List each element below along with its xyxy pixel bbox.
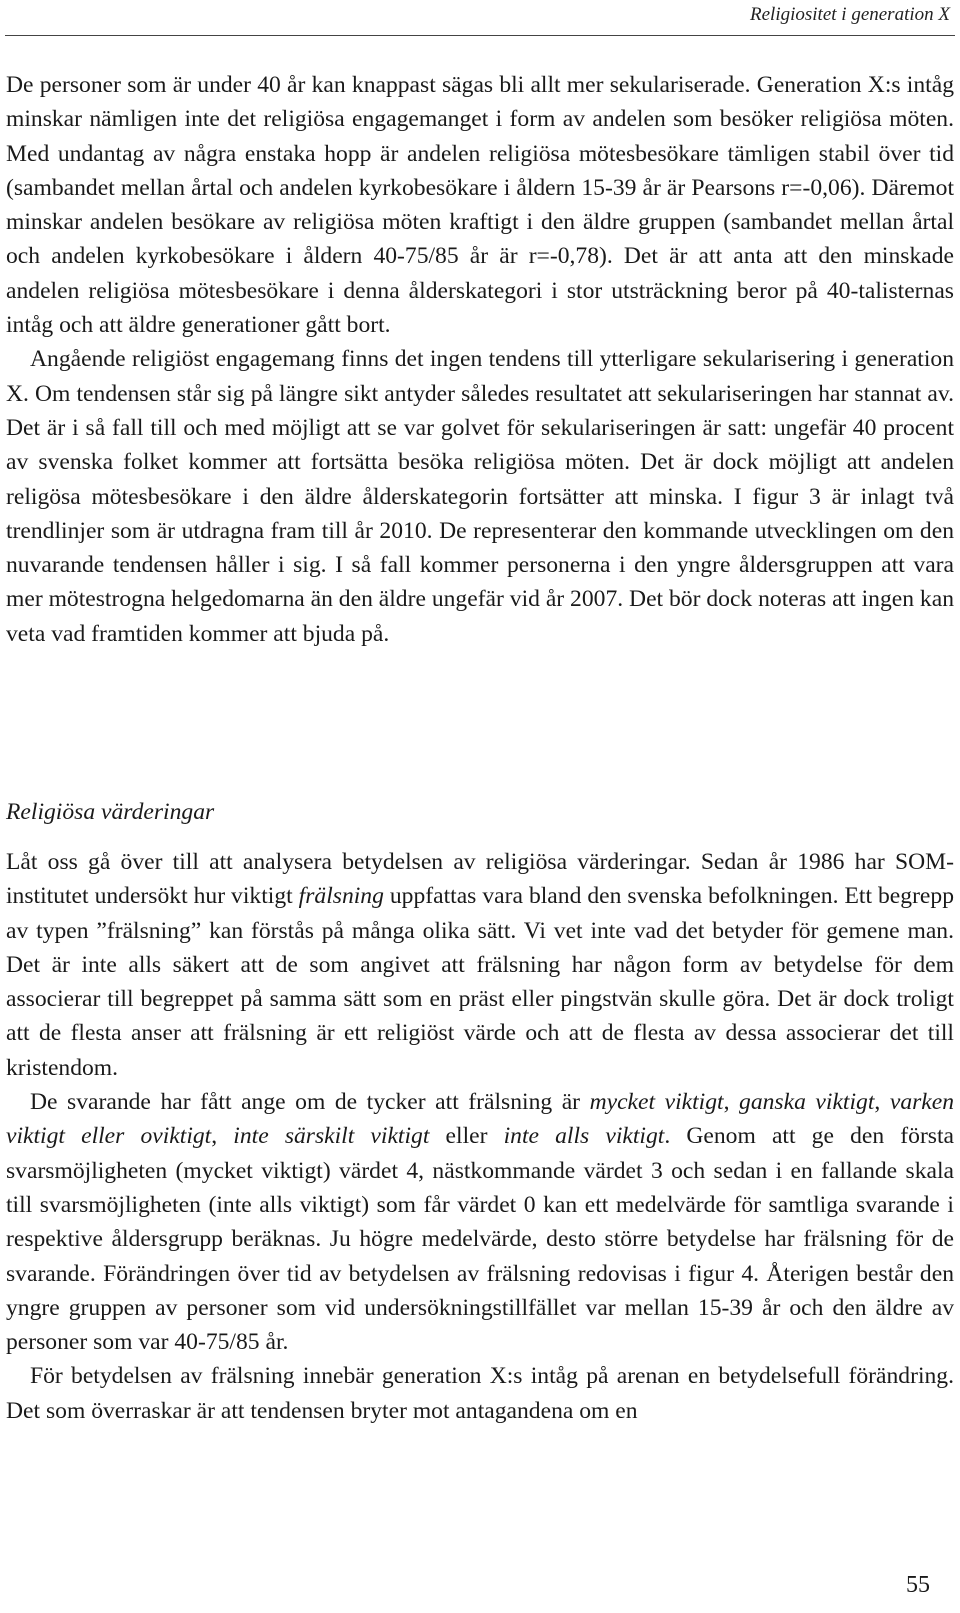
text-run: uppfattas vara bland den svenska befolkningen. Ett begrepp av typen ”frälsning” kan förstås på många olika sätt. Vi vet inte vad det betyder för gemene man. Det är inte alls säkert att de som angivet att frälsning har någon form av betydelse för dem associerar till begreppet på samma sätt som en präst eller pingstvän skulle göra. Det är dock troligt att de flesta anser att frälsning är ett religiöst värde och att de flesta av dessa associerar det till kristendom. bbox=[6, 883, 954, 1081]
paragraph: De personer som är under 40 år kan knappast sägas bli allt mer sekulariserade. Generation X:s intåg minskar nämligen inte det religiösa engagemanget i form av andelen som besöker religiösa möten. Med undantag av några enstaka hopp är andelen religiösa mötesbesökare tämligen stabil över tid (sambandet mellan årtal och andelen kyrkobesökare i åldern 15-39 år är Pearsons r=-0,06). Däremot minskar andelen besökare av religiösa möten kraftigt i den äldre gruppen (sambandet mellan årtal och andelen kyrkobesökare i åldern 40-75/85 år är r=-0,78). Det är att anta att den minskade andelen religiösa mötesbesökare i denna ålderskategori i stor utsträckning beror på 40-talisternas intåg och att äldre generationer gått bort. bbox=[6, 72, 954, 339]
paragraph bbox=[6, 845, 954, 1085]
text-run: , bbox=[723, 1089, 740, 1116]
section-1-body bbox=[6, 68, 954, 651]
emphasis: ganska viktigt bbox=[739, 1089, 875, 1116]
emphasis: inte särskilt viktigt bbox=[233, 1123, 430, 1150]
running-header-title: Religiositet i generation X bbox=[750, 4, 950, 25]
paragraph: För betydelsen av frälsning innebär generation X:s intåg på arenan en betydelsefull förändring. Det som överraskar är att tendensen bryter mot antagandena om en bbox=[6, 1363, 954, 1424]
paragraph bbox=[6, 1085, 954, 1359]
text-run: , bbox=[211, 1123, 234, 1150]
section-heading: Religiösa värderingar bbox=[6, 799, 215, 825]
emphasis: mycket viktigt bbox=[589, 1089, 724, 1116]
paragraph: Angående religiöst engagemang finns det ingen tendens till ytterligare sekularisering i generation X. Om tendensen står sig på längre sikt antyder således resultatet att sekulariseringen har stannat av. Det är i så fall till och med möjligt att se var golvet för sekulariseringen är satt: ungefär 40 procent av svenska folket kommer att fortsätta besöka religiösa möten. Det är dock möjligt att andelen religösa mötesbesökare i den äldre ålderskategorin fortsätter att minska. I figur 3 är inlagt två trendlinjer som är utdragna fram till år 2010. De representerar den kommande utvecklingen om den nuvarande tendensen håller i sig. I så fall kommer personerna i den yngre åldersgruppen att vara mer mötestrogna helgedomarna än den äldre ungefär vid år 2007. Det bör dock noteras att ingen kan veta vad framtiden kommer att bjuda på. bbox=[6, 346, 955, 647]
section-2-body bbox=[6, 845, 954, 1428]
emphasis: inte alls viktigt bbox=[503, 1123, 665, 1150]
emphasis: frälsning bbox=[298, 883, 384, 910]
text-run: , bbox=[874, 1089, 890, 1116]
text-run: . Genom att ge den första svarsmöjligheten (mycket viktigt) värdet 4, nästkommande värdet 3 och sedan i en fallande skala till svarsmöjligheten (inte alls viktigt) som får värdet 0 kan ett medelvärde för samtliga svarande i respektive åldersgrupp beräknas. Ju högre medelvärde, desto större betydelse har frälsning för de svarande. Förändringen över tid av betydelsen av frälsning redovisas i figur 4. Återigen består den yngre gruppen av personer som vid undersökningstillfället var mellan 15-39 år och den äldre av personer som var 40-75/85 år. bbox=[6, 1123, 955, 1356]
page-number: 55 bbox=[906, 1572, 930, 1598]
text-run: Låt oss gå över till att analysera betydelsen av religiösa värderingar. Sedan år 1986 har SOM-institutet undersökt hur viktigt bbox=[6, 849, 954, 910]
emphasis: varken viktigt eller oviktigt bbox=[6, 1089, 955, 1150]
text-run: eller bbox=[429, 1123, 504, 1150]
text-run: De svarande har fått ange om de tycker att frälsning är bbox=[30, 1089, 590, 1116]
header-rule bbox=[5, 35, 955, 36]
